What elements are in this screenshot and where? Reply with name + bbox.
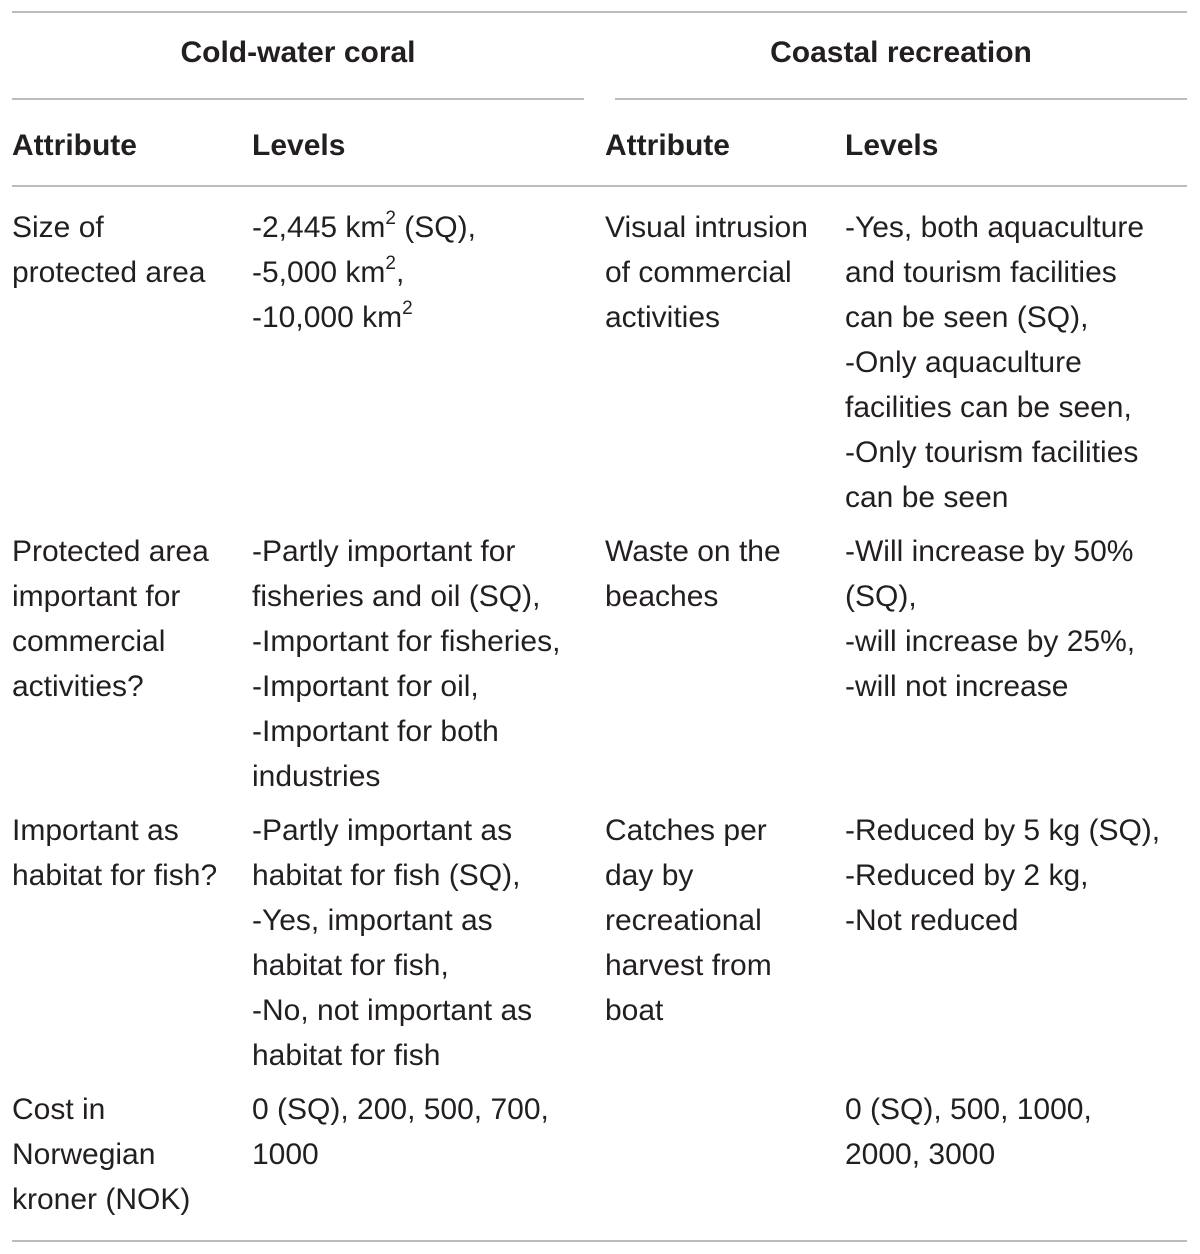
cell-line: -Not reduced [845,904,1019,937]
cell-line: Important as [12,814,179,847]
table-row-2-coastal-attribute [605,529,781,619]
cell-line [252,295,476,340]
coral-group-underline [12,98,584,100]
cell-line: Visual intrusion [605,211,808,244]
table-row-3-coral-attribute [12,808,217,898]
cell-line: boat [605,994,664,1027]
cell-line: facilities can be seen, [845,391,1132,424]
cell-line: (SQ), [845,580,917,613]
cell-line: -Important for fisheries, [252,625,561,658]
coastal-group-underline [615,98,1187,100]
cell-line: -Important for oil, [252,670,479,703]
cell-line: -Partly important for [252,535,516,568]
cell-line: can be seen [845,481,1009,514]
table-row-4-coral-attribute [12,1087,190,1222]
cell-line: activities [605,301,721,334]
cell-line: of commercial [605,256,792,289]
cell-line: 1000 [252,1138,319,1171]
cell-line: 2000, 3000 [845,1138,996,1171]
cell-line: Protected area [12,535,209,568]
cell-line: commercial [12,625,166,658]
cell-line: Size of [12,211,104,244]
cell-line: can be seen (SQ), [845,301,1089,334]
table-row-3-coastal-levels [845,808,1160,943]
area-value: -10,000 km [252,301,403,334]
cell-line: -Only tourism facilities [845,436,1139,469]
superscript: 2 [385,253,396,274]
cell-line: -will not increase [845,670,1069,703]
table-row-2-coral-levels [252,529,560,799]
cell-line: day by [605,859,694,892]
cell-line: -Will increase by 50% [845,535,1134,568]
cell-line: recreational [605,904,762,937]
superscript: 2 [385,208,396,229]
cell-line: industries [252,760,381,793]
cell-line: Cost in [12,1093,106,1126]
coral-levels-header: Levels [252,129,346,162]
cell-line [252,205,476,250]
cell-line: -Reduced by 2 kg, [845,859,1089,892]
table-row-1-coral-attribute [12,205,205,295]
coral-attribute-header: Attribute [12,129,137,162]
cell-line: -Yes, both aquaculture [845,211,1145,244]
cell-line: Catches per [605,814,767,847]
cell-line: -Yes, important as [252,904,493,937]
cell-line: activities? [12,670,144,703]
cell-line: fisheries and oil (SQ), [252,580,541,613]
cell-line: habitat for fish? [12,859,218,892]
cell-line: -Reduced by 5 kg (SQ), [845,814,1161,847]
bottom-rule [12,1240,1187,1242]
table-row-2-coral-attribute [12,529,209,709]
table-row-3-coral-levels [252,808,532,1078]
area-suffix: (SQ), [395,211,476,244]
table-row-1-coastal-levels [845,205,1144,520]
cell-line: harvest from [605,949,772,982]
cell-line: habitat for fish, [252,949,449,982]
cell-line: -No, not important as [252,994,533,1027]
coastal-attribute-header: Attribute [605,129,730,162]
cell-line: kroner (NOK) [12,1183,191,1216]
cell-line: habitat for fish [252,1039,441,1072]
area-suffix: , [395,256,405,289]
superscript: 2 [402,298,413,319]
cell-line: beaches [605,580,719,613]
cell-line: -will increase by 25%, [845,625,1136,658]
area-value: -5,000 km [252,256,386,289]
header-rule [12,185,1187,187]
table-row-1-coastal-attribute [605,205,808,340]
cell-line: important for [12,580,181,613]
cell-line: Norwegian [12,1138,156,1171]
table-row-4-coastal-levels [845,1087,1092,1177]
cell-line: -Partly important as [252,814,513,847]
coastal-group-header: Coastal recreation [770,36,1032,69]
cell-line: 0 (SQ), 200, 500, 700, [252,1093,549,1126]
area-value: -2,445 km [252,211,386,244]
table-row-2-coastal-levels [845,529,1135,709]
top-rule [12,11,1187,13]
table-row-4-coral-levels [252,1087,549,1177]
cell-line: Waste on the [605,535,781,568]
coastal-levels-header: Levels [845,129,939,162]
cell-line: 0 (SQ), 500, 1000, [845,1093,1092,1126]
cell-line: protected area [12,256,206,289]
table-row-1-coral-levels [252,205,476,340]
cell-line: -Only aquaculture [845,346,1082,379]
coral-group-header: Cold-water coral [180,36,416,69]
cell-line: and tourism facilities [845,256,1117,289]
cell-line: -Important for both [252,715,499,748]
cell-line [252,250,476,295]
cell-line: habitat for fish (SQ), [252,859,521,892]
table-row-3-coastal-attribute [605,808,772,1033]
